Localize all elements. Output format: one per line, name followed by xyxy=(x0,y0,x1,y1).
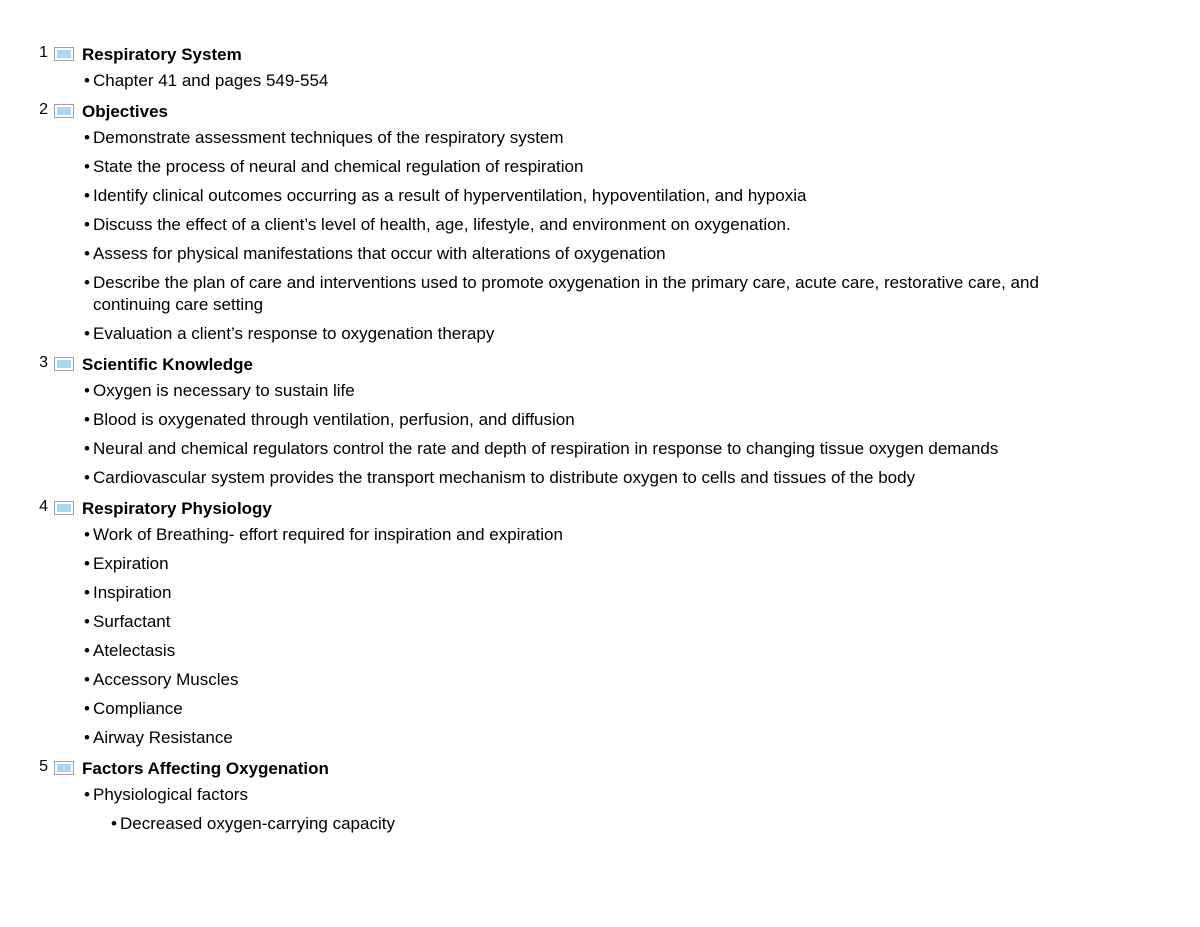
bullet-dot: • xyxy=(84,273,90,292)
bullet-item xyxy=(0,70,1200,92)
bullet-dot: • xyxy=(111,814,117,833)
bullet-text: Describe the plan of care and interventions used to promote oxygenation in the primary care, acute care, restorative care, and continuing care setting xyxy=(93,273,1039,314)
bullet-text: Physiological factors xyxy=(93,785,248,804)
bullet-item xyxy=(0,127,1200,149)
bullet-text: Inspiration xyxy=(93,583,172,602)
bullet-item xyxy=(0,553,1200,575)
bullet-item xyxy=(0,611,1200,633)
bullet-text: Atelectasis xyxy=(93,641,176,660)
bullet-item xyxy=(0,698,1200,720)
bullet-item xyxy=(0,323,1200,345)
slide-header xyxy=(0,42,1200,70)
slide-thumbnail-icon[interactable] xyxy=(54,761,74,775)
bullet-list xyxy=(0,127,1200,345)
bullet-list xyxy=(0,524,1200,749)
outline-slide-3[interactable] xyxy=(0,352,1200,489)
outline-slide-1[interactable] xyxy=(0,42,1200,92)
bullet-dot: • xyxy=(84,186,90,205)
slide-title: Objectives xyxy=(82,102,168,121)
bullet-item xyxy=(0,272,1200,316)
bullet-text: Oxygen is necessary to sustain life xyxy=(93,381,355,400)
bullet-dot: • xyxy=(84,785,90,804)
bullet-dot: • xyxy=(84,525,90,544)
bullet-dot: • xyxy=(84,583,90,602)
bullet-dot: • xyxy=(84,244,90,263)
bullet-item xyxy=(0,669,1200,691)
outline-slide-2[interactable] xyxy=(0,99,1200,345)
bullet-dot: • xyxy=(84,324,90,343)
bullet-dot: • xyxy=(84,410,90,429)
bullet-item xyxy=(0,524,1200,546)
bullet-text: Expiration xyxy=(93,554,169,573)
bullet-item xyxy=(0,467,1200,489)
bullet-item xyxy=(0,438,1200,460)
bullet-list xyxy=(0,784,1200,835)
slide-title: Factors Affecting Oxygenation xyxy=(82,759,329,778)
bullet-dot: • xyxy=(84,554,90,573)
bullet-item xyxy=(0,156,1200,178)
bullet-dot: • xyxy=(84,71,90,90)
slide-number: 1 xyxy=(39,44,48,61)
bullet-list xyxy=(0,70,1200,92)
bullet-dot: • xyxy=(84,612,90,631)
slide-number: 4 xyxy=(39,498,48,515)
slide-title: Scientific Knowledge xyxy=(82,355,253,374)
bullet-dot: • xyxy=(84,439,90,458)
bullet-dot: • xyxy=(84,468,90,487)
bullet-dot: • xyxy=(84,381,90,400)
bullet-dot: • xyxy=(84,157,90,176)
bullet-text: Cardiovascular system provides the transport mechanism to distribute oxygen to cells and tissues of the body xyxy=(93,468,916,487)
bullet-dot: • xyxy=(84,670,90,689)
bullet-list xyxy=(0,380,1200,489)
outline-slide-4[interactable] xyxy=(0,496,1200,749)
bullet-item xyxy=(0,214,1200,236)
slide-number: 2 xyxy=(39,101,48,118)
slide-outline xyxy=(0,42,1200,842)
slide-thumbnail-icon[interactable] xyxy=(54,104,74,118)
bullet-item xyxy=(0,380,1200,402)
bullet-text: Airway Resistance xyxy=(93,728,233,747)
slide-header xyxy=(0,496,1200,524)
slide-thumbnail-icon[interactable] xyxy=(54,47,74,61)
slide-title: Respiratory Physiology xyxy=(82,499,272,518)
bullet-item xyxy=(0,185,1200,207)
slide-header xyxy=(0,756,1200,784)
slide-thumbnail-icon[interactable] xyxy=(54,357,74,371)
bullet-text: State the process of neural and chemical regulation of respiration xyxy=(93,157,584,176)
outline-slide-5[interactable] xyxy=(0,756,1200,835)
bullet-item xyxy=(0,727,1200,749)
bullet-dot: • xyxy=(84,641,90,660)
slide-number: 3 xyxy=(39,354,48,371)
bullet-item xyxy=(0,582,1200,604)
bullet-text: Identify clinical outcomes occurring as a result of hyperventilation, hypoventilation, and hypoxia xyxy=(93,186,807,205)
bullet-item-level2 xyxy=(0,813,1200,835)
bullet-dot: • xyxy=(84,215,90,234)
bullet-text: Accessory Muscles xyxy=(93,670,239,689)
bullet-text: Demonstrate assessment techniques of the respiratory system xyxy=(93,128,564,147)
bullet-text: Chapter 41 and pages 549-554 xyxy=(93,71,329,90)
bullet-item xyxy=(0,784,1200,806)
bullet-text: Blood is oxygenated through ventilation, perfusion, and diffusion xyxy=(93,410,575,429)
bullet-text: Evaluation a client’s response to oxygenation therapy xyxy=(93,324,495,343)
bullet-text: Compliance xyxy=(93,699,183,718)
bullet-item xyxy=(0,640,1200,662)
bullet-text: Neural and chemical regulators control the rate and depth of respiration in response to changing tissue oxygen demands xyxy=(93,439,999,458)
bullet-text: Discuss the effect of a client’s level of health, age, lifestyle, and environment on oxygenation. xyxy=(93,215,791,234)
bullet-text: Assess for physical manifestations that occur with alterations of oxygenation xyxy=(93,244,666,263)
bullet-dot: • xyxy=(84,128,90,147)
bullet-dot: • xyxy=(84,728,90,747)
slide-header xyxy=(0,99,1200,127)
bullet-item xyxy=(0,409,1200,431)
bullet-dot: • xyxy=(84,699,90,718)
bullet-item xyxy=(0,243,1200,265)
slide-thumbnail-icon[interactable] xyxy=(54,501,74,515)
bullet-text: Decreased oxygen-carrying capacity xyxy=(120,814,395,833)
bullet-text: Work of Breathing- effort required for inspiration and expiration xyxy=(93,525,563,544)
bullet-text: Surfactant xyxy=(93,612,171,631)
slide-header xyxy=(0,352,1200,380)
slide-title: Respiratory System xyxy=(82,45,242,64)
slide-number: 5 xyxy=(39,758,48,775)
